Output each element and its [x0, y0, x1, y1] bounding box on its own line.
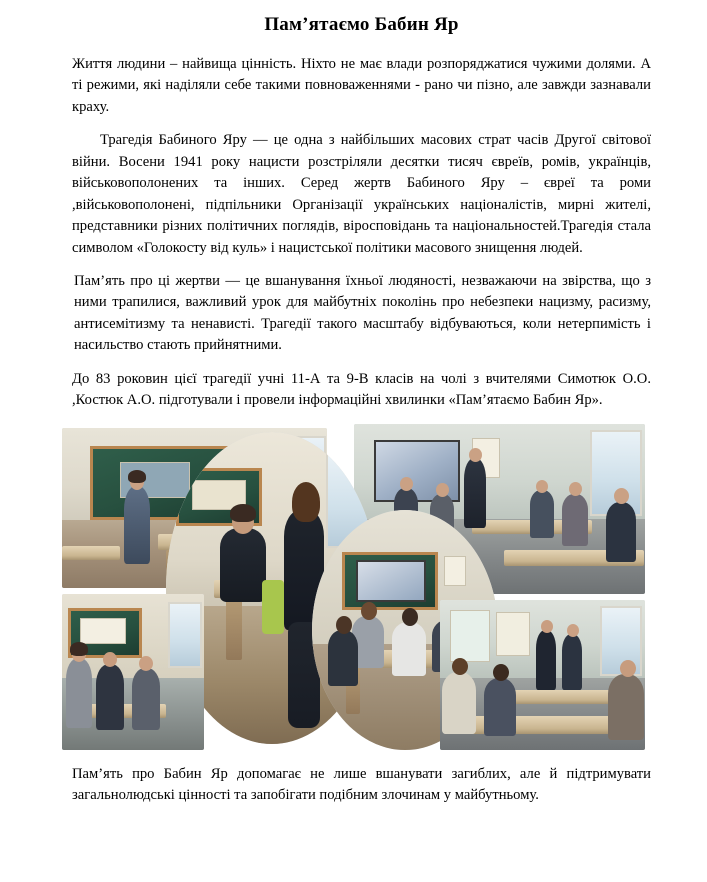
paragraph-3: Пам’ять про ці жертви — це вшанування їхньої людяності, незважаючи на звірства, що з ними трапилися, важливий урок для майбутніх поколінь про небезпеки нацизму, расизму, антисемітизму та ненависті. Трагедії такого масштабу відбуваються, коли нетерпимість і насильство стають прийнятними. [74, 272, 651, 354]
photo-classroom-bottom-right [440, 600, 645, 750]
paragraph-2: Трагедія Бабиного Яру — це одна з найбільших масових страт часів Другої світової війни. Восени 1941 року нацисти розстріляли десятки тисяч євреїв, ромів, українців, військовополонених та інших. Серед жертв Бабиного Яру – євреї та роми ,військовополонені, підпільники Організації українських націоналістів, мирні жителі, представники різних політичних поглядів, віросповідань та національностей.Трагедія стала символом «Голокосту від куль» і нацистської політики масового знищення людей. [72, 132, 651, 256]
paragraph-1: Життя людини – найвища цінність. Ніхто не має влади розпоряджатися чужими долями. А ті режими, які наділяли себе такими повноваженнями - рано чи пізно, але завжди зазнавали краху. [72, 56, 651, 115]
page-title: Пам’ятаємо Бабин Яр [264, 14, 459, 35]
paragraph-4: До 83 роковин цієї трагедії учні 11-А та 9-В класів на чолі з вчителями Симотюк О.О. ,Костюк А.О. підготували і провели інформаційні хвилинки «Пам’ятаємо Бабин Яр». [72, 370, 651, 409]
closing-paragraph: Пам’ять про Бабин Яр допомагає не лише вшанувати загиблих, але й підтримувати загальнолюдські цінності та запобігати подібним злочинам у майбутньому. [72, 765, 651, 803]
photo-classroom-bottom-left [62, 594, 204, 750]
photo-collage [62, 424, 645, 750]
